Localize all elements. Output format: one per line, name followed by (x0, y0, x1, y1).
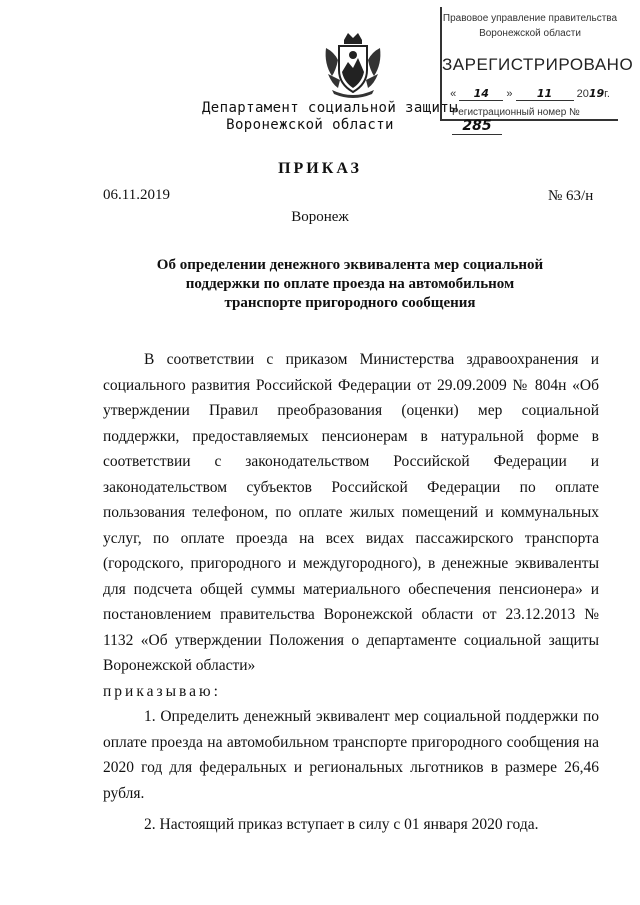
stamp-date-close-quote: » (506, 88, 513, 100)
subject-line2: поддержки по оплате проезда на автомобильном (185, 276, 515, 292)
document-type-title: ПРИКАЗ (278, 160, 362, 177)
stamp-date (442, 87, 618, 101)
stamp-registered-label: ЗАРЕГИСТРИРОВАНО (442, 55, 634, 74)
stamp-reg-number-value: 285 (462, 118, 492, 134)
stamp-date-open-quote: « (450, 88, 457, 100)
stamp-reg-number-label: Регистрационный номер № (452, 107, 580, 118)
department-name-line2: Воронежской области (226, 117, 394, 133)
document-body (103, 347, 599, 838)
stamp-date-year-prefix: 20 (576, 88, 589, 100)
body-item-2: 2. Настоящий приказ вступает в силу с 01 января 2020 года. (144, 816, 539, 833)
document-number: № 63/н (548, 188, 594, 204)
subject-line3: транспорте пригородного сообщения (224, 295, 476, 311)
coat-of-arms-emblem (322, 30, 384, 98)
stamp-date-day: 14 (473, 87, 489, 100)
document-date: 06.11.2019 (103, 187, 170, 203)
stamp-date-month: 11 (536, 87, 553, 100)
document-city: Воронеж (291, 209, 349, 225)
body-preamble: В соответствии с приказом Министерства здравоохранения и социального развития Российской Федерации от 29.09.2009 № 804н «Об утверждении Правил преобразования (оценки) мер социальной поддержки, предоставляемых пенсионерам в натуральной форме в соответствии с законодательством Российской Федерации и законодательством субъектов Российской Федерации по оплате пользования телефоном, по оплате жилых помещений и коммунальных услуг, по оплате проезда на всех видах пассажирского транспорта (городского, пригородного и междугородного), в денежные эквиваленты для подсчета общей суммы материального обеспечения пенсионера» и постановлением правительства Воронежской области от 23.12.2013 № 1132 «Об утверждении Положения о департаменте социальной защиты Воронежской области» (103, 351, 599, 674)
department-name-line1: Департамент социальной защиты (201, 100, 459, 116)
stamp-organization-line2: Воронежской области (479, 28, 581, 39)
stamp-organization-line1: Правовое управление правительства (442, 13, 618, 24)
document-subject (100, 256, 600, 313)
body-item-1: 1. Определить денежный эквивалент мер социальной поддержки по оплате проезда на автомобильном транспорте пригородного сообщения на 2020 год для федеральных и региональных льготников в размере 26,46 рубля. (103, 708, 599, 802)
body-order-word: приказываю: (103, 682, 221, 700)
stamp-date-year-suffix: 19 (588, 87, 605, 100)
stamp-date-year-end: г. (604, 88, 610, 100)
subject-line1: Об определении денежного эквивалента мер социальной (156, 257, 544, 273)
